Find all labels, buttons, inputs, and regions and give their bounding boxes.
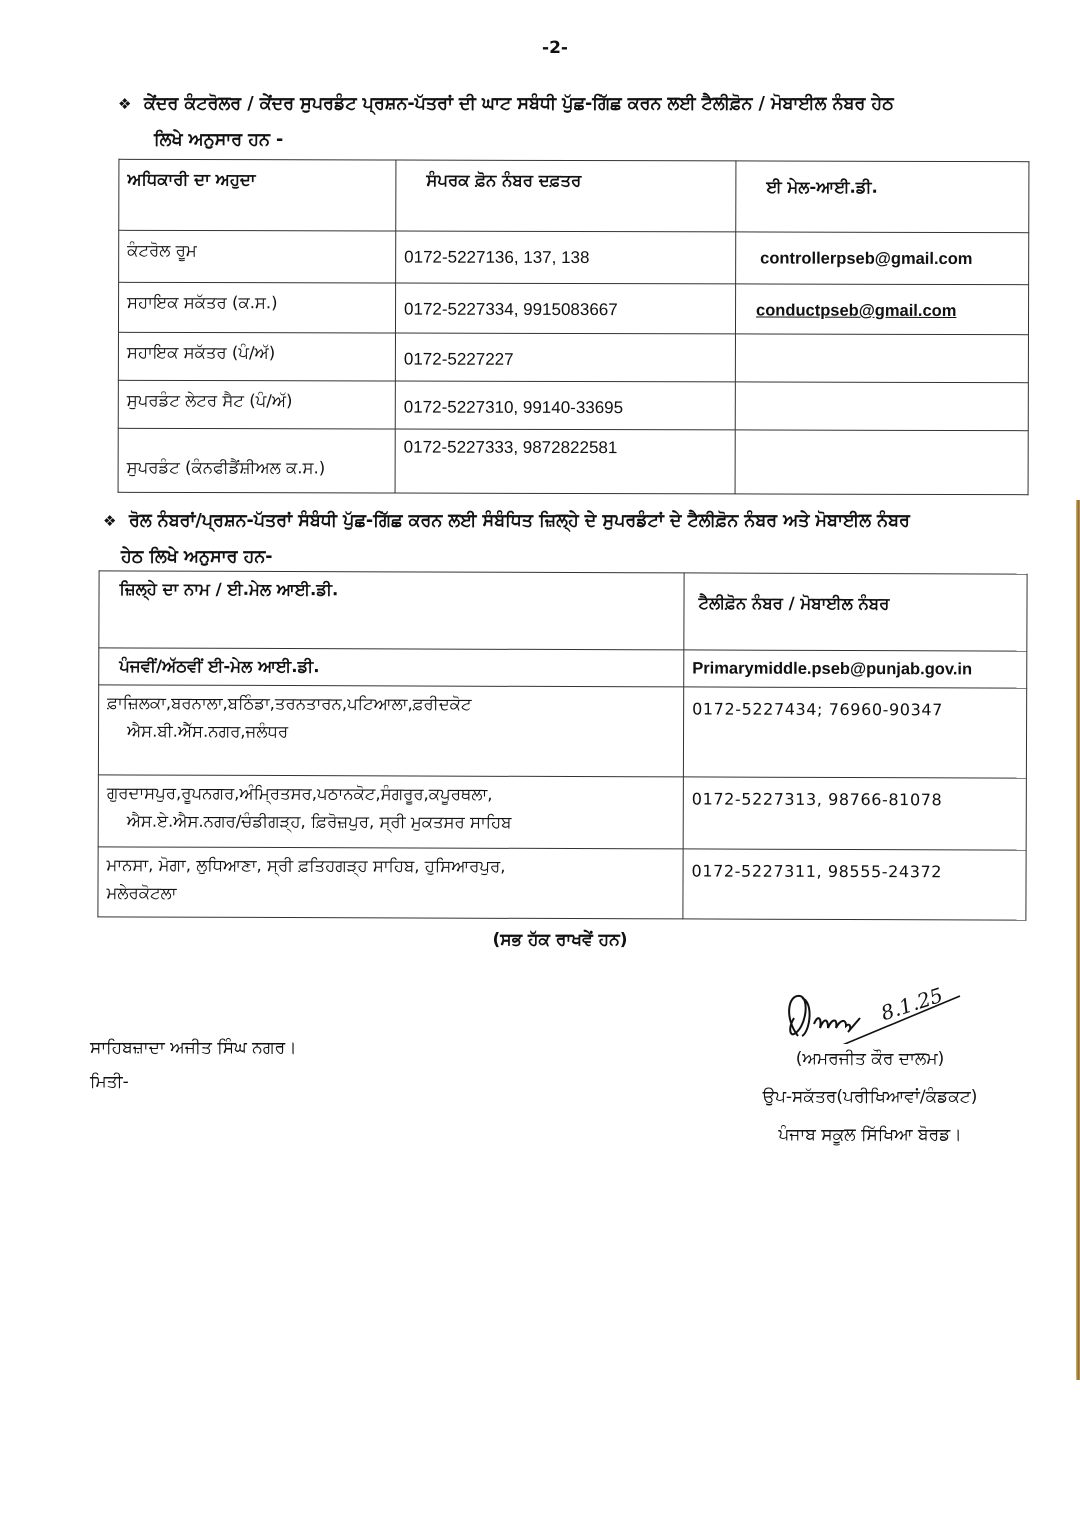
designation: ਸੁਪਰਡੰਟ ਲੇਟਰ ਸੈਟ (ਪੰ/ਅੱ) [118, 380, 395, 429]
signatory-title: ਉਪ-ਸਕੱਤਰ(ਪਰੀਖਿਆਵਾਂ/ਕੰਡਕਟ) [762, 1087, 978, 1107]
table-row [98, 775, 1026, 850]
phone: 0172-5227311, 98555-24372 [683, 849, 1026, 920]
table-row [118, 332, 1028, 382]
phone: 0172-5227310, 99140-33695 [395, 381, 735, 430]
email-row [99, 648, 1027, 688]
email-empty [735, 334, 1028, 383]
district-list [98, 685, 683, 777]
section1-intro [118, 86, 1048, 158]
table-row [119, 230, 1029, 284]
section2-line2: ਹੇਠ ਲਿਖੇ ਅਨੁਸਾਰ ਹਨ- [121, 547, 273, 567]
page-number: -2- [542, 38, 568, 58]
districts-line1: ਫ਼ਾਜ਼ਿਲਕਾ,ਬਰਨਾਲਾ,ਬਠਿੰਡਾ,ਤਰਨਤਾਰਨ,ਪਟਿਆਲਾ,ਫ਼ਰੀਦਕੋਟ [107, 693, 472, 714]
table-header-row [119, 159, 1029, 232]
rights-reserved-note: (ਸਭ ਹੱਕ ਰਾਖਵੇਂ ਹਨ) [492, 930, 628, 950]
districts-line2: ਐਸ.ਏ.ਐਸ.ਨਗਰ/ਚੰਡੀਗੜ੍ਹ, ਫ਼ਿਰੋਜ਼ਪੁਰ, ਸ੍ਰੀ ਮੁਕਤਸਰ ਸਾਹਿਬ [126, 811, 512, 832]
phone: 0172-5227333, 9872822581 [395, 429, 735, 494]
district-list [98, 847, 683, 919]
table-row [98, 847, 1026, 920]
signatory-name: (ਅਮਰਜੀਤ ਕੌਰ ਦਾਲਮ) [795, 1049, 945, 1069]
signature-date: 8.1.25 [877, 982, 946, 1026]
phone: 0172-5227227 [395, 333, 735, 382]
place-label: ਸਾਹਿਬਜ਼ਾਦਾ ਅਜੀਤ ਸਿੰਘ ਨਗਰ। [90, 1038, 297, 1058]
phone: 0172-5227434; 76960-90347 [683, 687, 1026, 778]
district-list [98, 775, 683, 849]
designation: ਕੰਟਰੋਲ ਰੂਮ [119, 230, 396, 283]
districts-line1: ਗੁਰਦਾਸਪੁਰ,ਰੂਪਨਗਰ,ਅੰਮ੍ਰਿਤਸਰ,ਪਠਾਨਕੋਟ,ਸੰਗਰੂਰ,ਕਪੂਰਥਲਾ, [106, 783, 493, 804]
designation: ਸੁਪਰਡੰਟ (ਕੰਨਫੀਡੈਂਸ਼ੀਅਲ ਕ.ਸ.) [118, 428, 395, 493]
designation: ਸਹਾਇਕ ਸਕੱਤਰ (ਪੰ/ਅੱ) [118, 332, 395, 381]
districts-line1: ਮਾਨਸਾ, ਮੋਗਾ, ਲੁਧਿਆਣਾ, ਸ੍ਰੀ ਫ਼ਤਿਹਗੜ੍ਹ ਸਾਹਿਬ, ਹੁਸਿਆਰਪੁਰ, [106, 855, 506, 876]
table-row [98, 685, 1026, 778]
phone: 0172-5227313, 98766-81078 [683, 777, 1026, 850]
designation: ਸਹਾਇਕ ਸਕੱਤਰ (ਕ.ਸ.) [118, 282, 395, 333]
districts-line2: ਐਸ.ਬੀ.ਐੱਸ.ਨਗਰ,ਜਲੰਧਰ [127, 721, 289, 742]
table-row [118, 282, 1028, 334]
table-row [118, 428, 1028, 494]
phone: 0172-5227334, 9915083667 [395, 283, 735, 334]
email-empty [735, 382, 1028, 431]
section1-line2: ਲਿਖੇ ਅਨੁਸਾਰ ਹਨ - [154, 130, 284, 150]
district-contacts-table [97, 570, 1027, 920]
header-district: ਜ਼ਿਲ੍ਹੇ ਦਾ ਨਾਮ / ਈ.ਮੇਲ ਆਈ.ਡੀ. [99, 571, 684, 650]
signatory-block [700, 1040, 1000, 1154]
organization-name: ਪੰਜਾਬ ਸਕੂਲ ਸਿੱਖਿਆ ਬੋਰਡ। [778, 1125, 962, 1145]
section2-intro [103, 503, 1043, 575]
email-link[interactable]: Primarymiddle.pseb@punjab.gov.in [684, 650, 1027, 688]
email-link[interactable]: controllerpseb@gmail.com [736, 232, 1029, 285]
table-row [118, 380, 1028, 430]
email-link[interactable]: conductpseb@gmail.com [735, 284, 1028, 335]
header-phone: ਟੈਲੀਫ਼ੋਨ ਨੰਬਰ / ਮੋਬਾਈਲ ਨੰਬਰ [684, 573, 1027, 651]
phone: 0172-5227136, 137, 138 [396, 231, 736, 284]
email-row-label: ਪੰਜਵੀਂ/ਅੱਠਵੀਂ ਈ-ਮੇਲ ਆਈ.ਡੀ. [99, 648, 684, 687]
table-header-row [99, 571, 1027, 651]
header-designation: ਅਧਿਕਾਰੀ ਦਾ ਅਹੁਦਾ [119, 159, 396, 231]
section2-line1: ਰੋਲ ਨੰਬਰਾਂ/ਪ੍ਰਸ਼ਨ-ਪੱਤਰਾਂ ਸੰਬੰਧੀ ਪੁੱਛ-ਗਿੱਛ ਕਰਨ ਲਈ ਸੰਬੰਧਿਤ ਜ਼ਿਲ੍ਹੇ ਦੇ ਸੁਪਰਡੰਟਾਂ ਦੇ ਟੈਲੀਫ਼ੋਨ ਨੰਬਰ ਅਤੇ ਮੋਬਾਈਲ ਨੰਬਰ [129, 511, 910, 531]
districts-line2: ਮਲੇਰਕੋਟਲਾ [106, 883, 177, 903]
header-phone: ਸੰਪਰਕ ਫ਼ੋਨ ਨੰਬਰ ਦਫ਼ਤਰ [396, 160, 736, 232]
email-empty [735, 430, 1028, 495]
section1-line1: ਕੇਂਦਰ ਕੰਟਰੋਲਰ / ਕੇਂਦਰ ਸੁਪਰਡੰਟ ਪ੍ਰਸ਼ਨ-ਪੱਤਰਾਂ ਦੀ ਘਾਟ ਸਬੰਧੀ ਪੁੱਛ-ਗਿੱਛ ਕਰਨ ਲਈ ਟੈਲੀਫ਼ੋਨ / ਮੋਬਾਈਲ ਨੰਬਰ ਹੇਠ [144, 94, 894, 114]
diamond-bullet-icon: ❖ [118, 95, 132, 113]
date-label: ਮਿਤੀ- [90, 1072, 129, 1092]
control-contacts-table [118, 159, 1030, 495]
diamond-bullet-icon: ❖ [103, 512, 117, 530]
header-email: ਈ ਮੇਲ-ਆਈ.ਡੀ. [736, 161, 1029, 233]
